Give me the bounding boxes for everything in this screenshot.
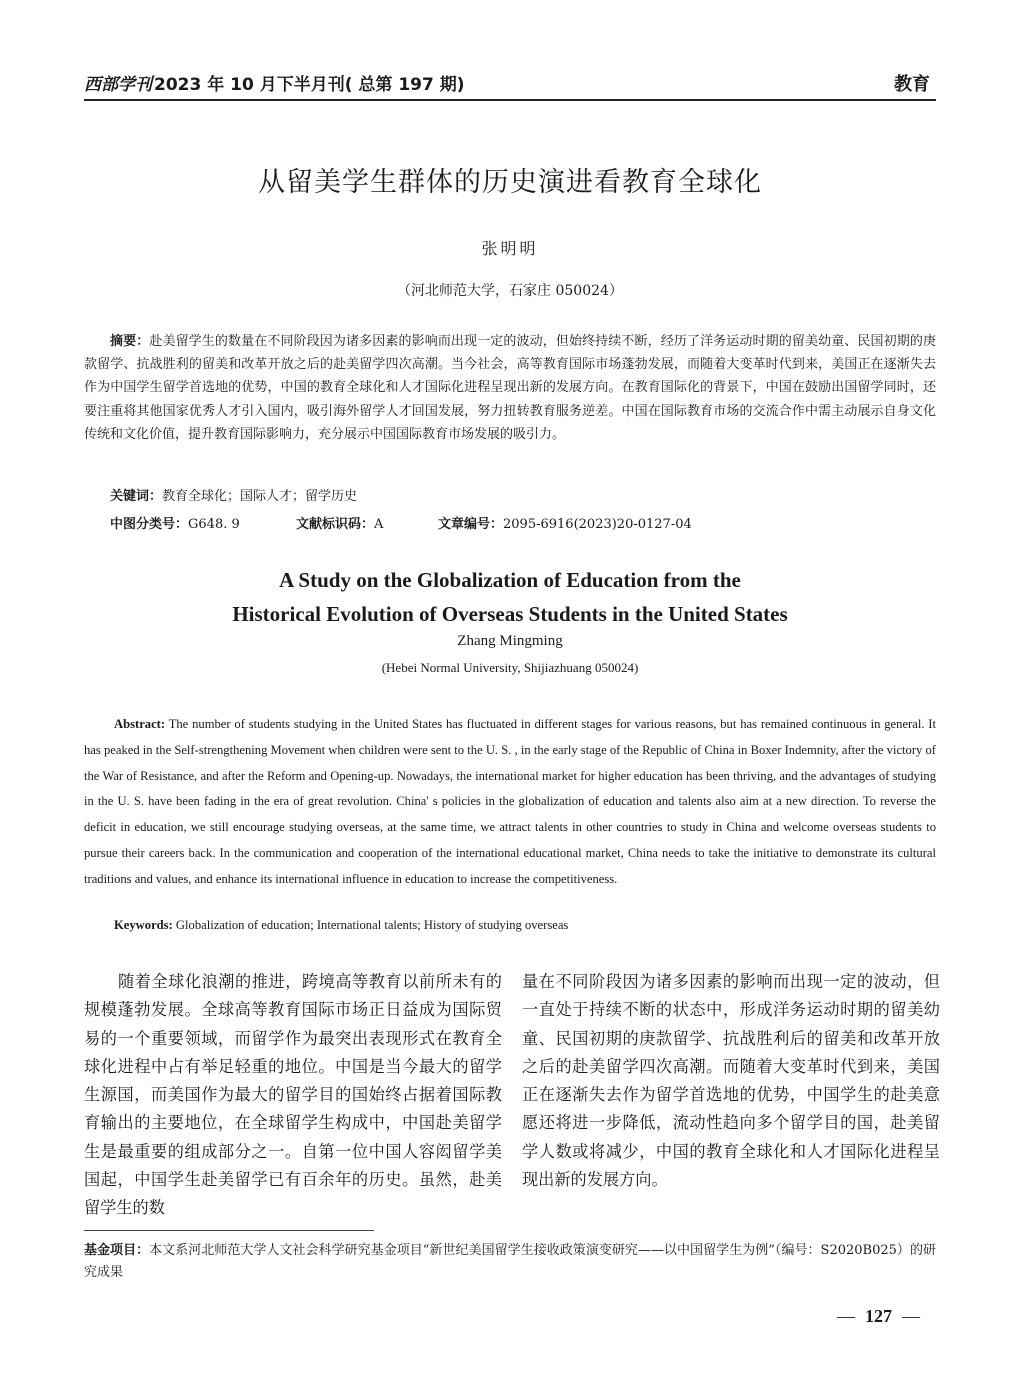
body-column-right: 量在不同阶段因为诸多因素的影响而出现一定的波动，但一直处于持续不断的状态中，形成洋务运动时期的留美幼童、民国初期的庚款留学、抗战胜利后的留美和改革开放之后的赴美留学四次高潮。而随着大变革时代到来，美国正在逐渐失去作为留学首选地的优势，中国学生的赴美意愿还将进一步降低，流动性趋向多个留学目的国，赴美留学人数或将减少，中国的教育全球化和人才国际化进程呈现出新的发展方向。 <box>522 972 940 1190</box>
abstract-cn-text: 赴美留学生的数量在不同阶段因为诸多因素的影响而出现一定的波动，但始终持续不断，经历了洋务运动时期的留美幼童、民国初期的庚款留学、抗战胜利的留美和改革开放之后的赴美留学四次高潮。当今社会，高等教育国际市场蓬勃发展，而随着大变革时代到来，美国正在逐渐失去作为中国学生留学首选地的优势，中国的教育全球化和人才国际化进程呈现出新的发展方向。在教育国际化的背景下，中国在鼓励出国留学同时，还要注重将其他国家优秀人才引入国内，吸引海外留学人才回国发展，努力扭转教育服务逆差。中国在国际教育市场的交流合作中需主动展示自身文化传统和文化价值，提升教育国际影响力，充分展示中国国际教育市场发展的吸引力。 <box>84 334 936 442</box>
clc-number <box>110 513 240 532</box>
running-header <box>84 70 465 95</box>
keywords-cn <box>110 485 357 504</box>
keywords-en-label: Keywords: <box>114 918 173 932</box>
english-title <box>84 563 936 631</box>
keywords-cn-label: 关键词： <box>110 489 163 504</box>
clc-label: 中图分类号： <box>110 517 189 532</box>
english-author: Zhang Mingming <box>457 633 563 649</box>
page-number-dash-right: — <box>902 1306 920 1326</box>
keywords-cn-text: 教育全球化；国际人才；留学历史 <box>162 489 358 504</box>
page-number-dash-left: — <box>837 1306 855 1326</box>
clc-value: G648. 9 <box>188 517 240 532</box>
doc-label: 文献标识码： <box>296 517 375 532</box>
footnote-divider <box>84 1230 374 1231</box>
document-code <box>296 513 383 532</box>
funding-footnote <box>84 1240 936 1284</box>
doc-value: A <box>374 517 384 532</box>
journal-name: 西部学刊 <box>84 75 152 95</box>
english-title-line-2: Historical Evolution of Overseas Students in the United States <box>232 602 788 626</box>
footnote-text: 本文系河北师范大学人文社会科学研究基金项目“新世纪美国留学生接收政策演变研究——以中国留学生为例”（编号：S2020B025）的研究成果 <box>84 1243 936 1280</box>
page-title: 从留美学生群体的历史演进看教育全球化 <box>258 167 762 198</box>
article-label: 文章编号： <box>438 517 504 532</box>
section-name: 教育 <box>894 74 930 95</box>
footnote-label: 基金项目： <box>84 1243 150 1258</box>
body-column-left: 随着全球化浪潮的推进，跨境高等教育以前所未有的规模蓬勃发展。全球高等教育国际市场正日益成为国际贸易的一个重要领域，而留学作为最突出表现形式在教育全球化进程中占有举足轻重的地位。中国是当今最大的留学生源国，而美国作为最大的留学目的国始终占据着国际教育输出的主要地位，在全球留学生构成中，中国赴美留学生是最重要的组成部分之一。自第一位中国人容闳留学美国起，中国学生赴美留学已有百余年的历史。虽然，赴美留学生的数 <box>84 972 502 1218</box>
abstract-cn <box>84 330 936 446</box>
abstract-cn-label: 摘要： <box>110 334 150 349</box>
keywords-en <box>114 918 568 933</box>
author-name: 张明明 <box>481 239 539 258</box>
article-value: 2095-6916(2023)20-0127-04 <box>503 517 692 532</box>
page-number-value: 127 <box>865 1306 892 1326</box>
page-number <box>827 1306 930 1327</box>
header-divider <box>84 99 936 101</box>
abstract-en <box>84 712 936 893</box>
issue-info: 2023 年 10 月下半月刊( 总第 197 期) <box>154 75 465 95</box>
english-title-line-1: A Study on the Globalization of Education from the <box>279 568 741 592</box>
keywords-en-text: Globalization of education; International talents; History of studying overseas <box>175 918 569 932</box>
abstract-en-text: The number of students studying in the United States has fluctuated in different stages for various reasons, but has remained continuous in general. It has peaked in the Self-strengthening Movement when children were sent to the U. S. , in the early stage of the Republic of China in Boxer Indemnity, after the victory of the War of Resistance, and after the Reform and Opening-up. Nowadays, the international market for higher education has been thriving, and the advantages of studying in the U. S. have been fading in the era of great revolution. China' s policies in the globalization of education and talents also aim at a new direction. To reverse the deficit in education, we still encourage studying overseas, at the same time, we attract talents in other countries to study in China and welcome overseas students to pursue their careers back. In the communication and cooperation of the international educational market, China needs to take the initiative to demonstrate its cultural traditions and values, and enhance its international influence in education to increase the competitiveness. <box>84 717 936 886</box>
english-affiliation: (Hebei Normal University, Shijiazhuang 050024) <box>381 660 639 675</box>
article-number <box>438 513 692 532</box>
abstract-en-label: Abstract: <box>114 717 166 731</box>
author-affiliation: （河北师范大学，石家庄 050024） <box>397 283 623 299</box>
